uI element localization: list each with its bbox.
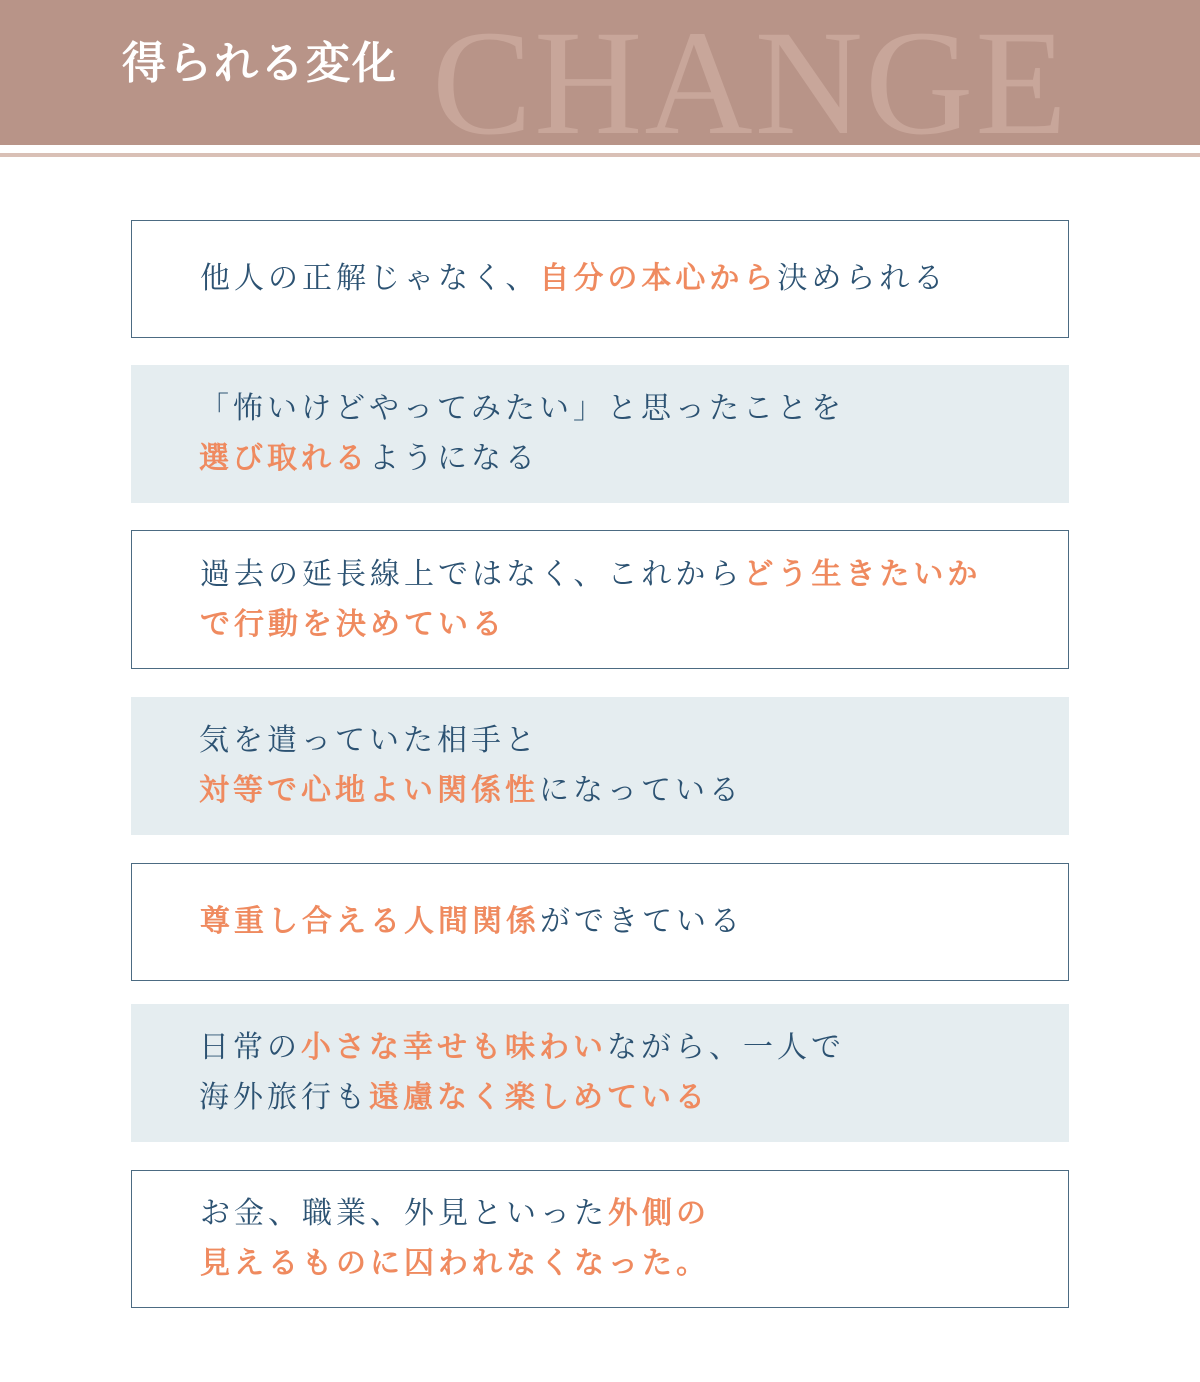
item-line [200,600,1068,650]
item-text: ながら、一人で [607,1030,845,1065]
item-highlight: 外側の [608,1196,710,1231]
change-item-5 [131,863,1069,981]
change-item-3 [131,530,1069,669]
change-item-2 [131,365,1069,503]
item-text: 過去の延長線上ではなく、これから [200,556,744,592]
item-highlight: 小さな幸せも味わい [301,1030,607,1065]
item-highlight: で行動を決めている [200,606,506,642]
section-title: 得られる変化 [122,38,398,89]
item-highlight: 見えるものに囚われなくなった。 [200,1246,710,1281]
item-highlight: 対等で心地よい関係性 [199,773,539,808]
item-line [199,384,1069,434]
item-text: 日常の [199,1030,301,1065]
item-text: 「怖いけどやってみたい」と思ったことを [199,391,845,426]
item-text: ができている [540,904,744,939]
header-watermark: CHANGE [432,0,1069,145]
item-text: ようになる [369,441,539,476]
item-line [200,897,1068,947]
item-text: になっている [539,773,743,808]
item-highlight: 尊重し合える人間関係 [200,904,540,939]
section-header [0,0,1200,145]
item-text: 他人の正解じゃなく、 [200,261,540,296]
item-line [200,1239,1068,1289]
change-item-1 [131,220,1069,338]
item-line [200,1189,1068,1239]
item-text: 海外旅行も [199,1080,369,1115]
item-highlight: 遠慮なく楽しめている [369,1080,709,1115]
item-line [199,716,1069,766]
item-text: 気を遣っていた相手と [199,723,539,758]
item-line [200,254,1068,304]
item-highlight: 選び取れる [199,441,369,476]
item-line [199,1073,1069,1123]
item-line [200,550,1068,600]
item-line [199,766,1069,816]
change-item-7 [131,1170,1069,1308]
header-divider [0,153,1200,157]
item-highlight: 自分の本心から [539,261,778,296]
item-highlight: どう生きたいか [743,556,982,592]
item-text: お金、職業、外見といった [200,1196,608,1231]
item-line [199,1023,1069,1073]
change-item-6 [131,1004,1069,1142]
item-line [199,434,1069,484]
change-item-4 [131,697,1069,835]
item-text: 決められる [777,261,948,296]
